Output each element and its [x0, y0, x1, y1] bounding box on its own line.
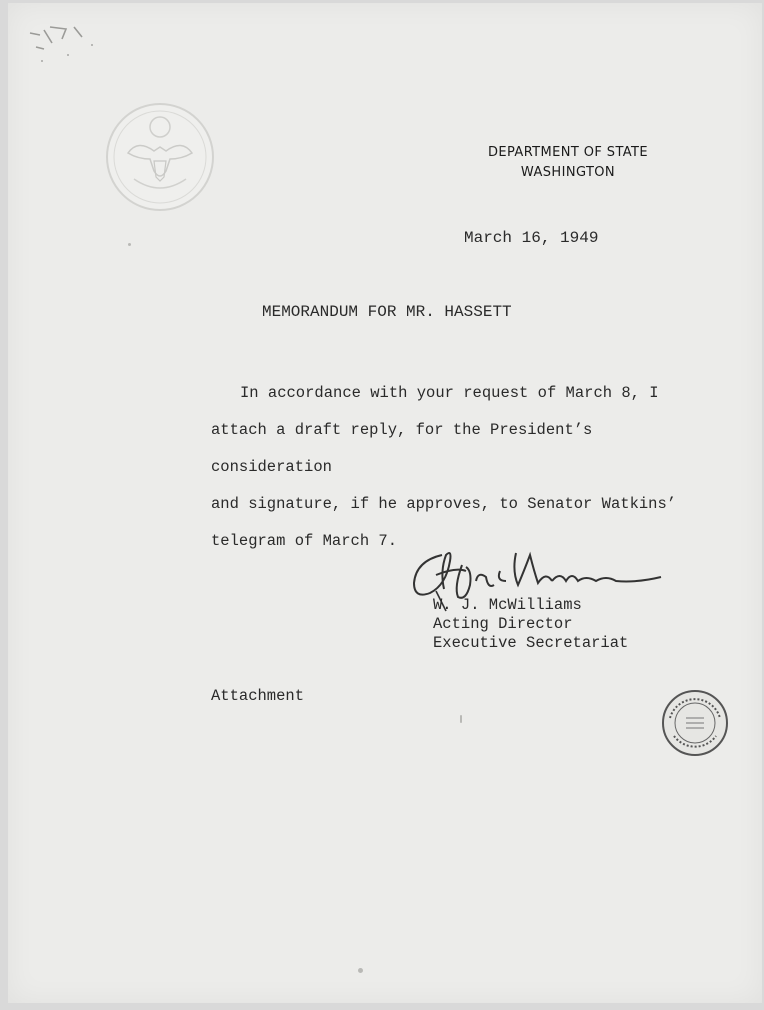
memo-date: March 16, 1949: [464, 229, 599, 247]
department-name: DEPARTMENT OF STATE: [487, 145, 649, 160]
document-page: [8, 3, 762, 1003]
memo-body-line: and signature, if he approves, to Senator Watkins’: [211, 495, 677, 513]
memo-title: MEMORANDUM FOR MR. HASSETT: [262, 303, 512, 321]
paper-speck: [358, 968, 363, 973]
signature-block: [433, 596, 628, 653]
signer-name: W. J. McWilliams: [433, 596, 582, 614]
memo-body-line: In accordance with your request of March 8, I: [240, 384, 659, 402]
paper-speck: [460, 715, 462, 723]
memo-body-line: attach a draft reply, for the President’s consideration: [211, 421, 593, 476]
memo-body: [211, 375, 691, 560]
embossed-great-seal-icon: [104, 101, 216, 213]
attachment-note: Attachment: [211, 687, 305, 705]
signer-title: Acting Director: [433, 615, 573, 633]
signer-office: Executive Secretariat: [433, 634, 629, 652]
letterhead: [428, 143, 708, 183]
paper-speck: [128, 243, 131, 246]
memo-body-line: telegram of March 7.: [211, 532, 398, 550]
department-city: WASHINGTON: [520, 165, 616, 180]
library-stamp-icon: [660, 688, 730, 758]
corner-scribble-icon: [22, 15, 112, 75]
